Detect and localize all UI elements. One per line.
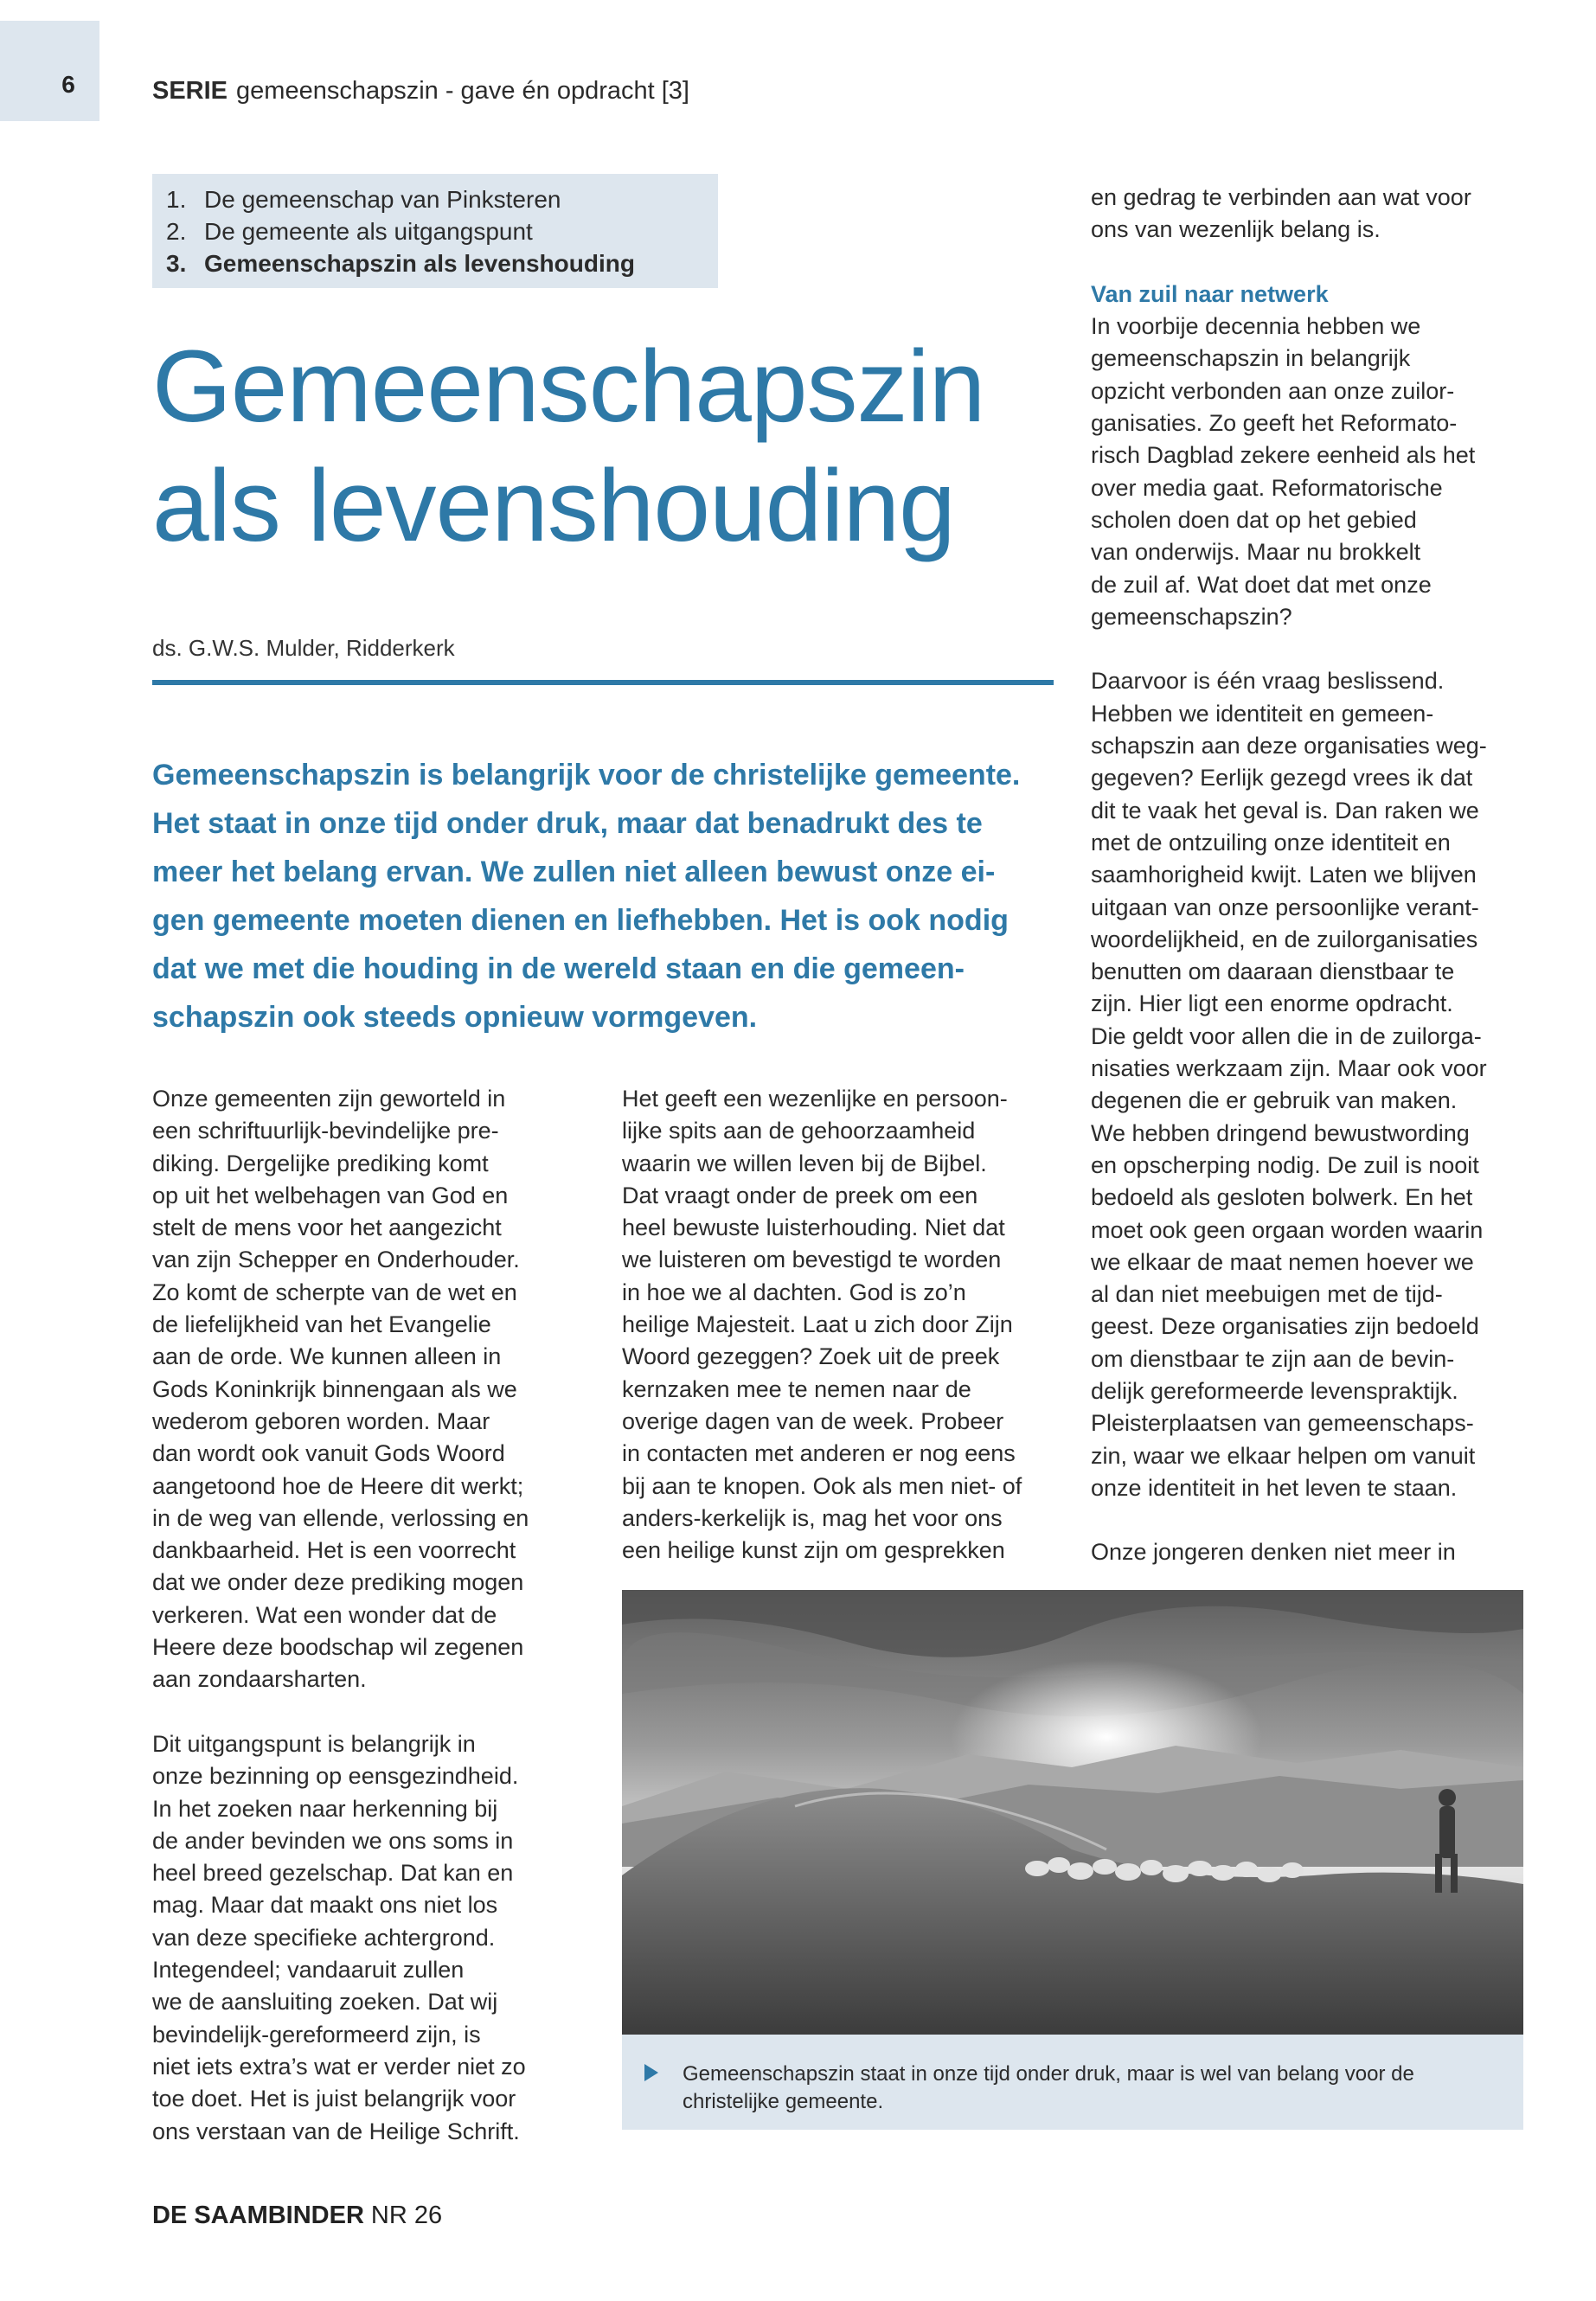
text-line: In voorbije decennia hebben we	[1091, 313, 1421, 340]
text-line: ons van wezenlijk belang is.	[1091, 216, 1381, 243]
toc-item-current: 3. Gemeenschapszin als levenshouding	[166, 250, 635, 277]
text-line: mag. Maar dat maakt ons niet los	[152, 1892, 498, 1919]
text-line: In het zoeken naar herkenning bij	[152, 1795, 498, 1822]
text-line	[152, 1696, 585, 1728]
text-line: Die geldt voor allen die in de zuilorga-	[1091, 1022, 1482, 1049]
series-text: gemeenschapszin - gave én opdracht [3]	[236, 77, 689, 105]
body-column-1	[152, 1083, 585, 2148]
text-line: al dan niet meebuigen met de tijd-	[1091, 1281, 1443, 1308]
paragraph	[1091, 1536, 1541, 1568]
text-line: Hebben we identiteit en gemeen-	[1091, 700, 1434, 727]
text-line: gegeven? Eerlijk gezegd vrees ik dat	[1091, 765, 1473, 792]
text-line: en gedrag te verbinden aan wat voor	[1091, 184, 1471, 210]
text-line: stelt de mens voor het aangezicht	[152, 1215, 502, 1241]
text-line: geest. Deze organisaties zijn bedoeld	[1091, 1313, 1479, 1340]
text-line: gemeenschapszin in belangrijk	[1091, 345, 1411, 372]
text-line: ons verstaan van de Heilige Schrift.	[152, 2118, 520, 2144]
text-line: onze bezinning op eensgezindheid.	[152, 1763, 519, 1790]
text-line: in contacten met anderen er nog eens	[622, 1440, 1016, 1467]
text-line: saamhorigheid kwijt. Laten we blijven	[1091, 862, 1477, 888]
text-line: aan de orde. We kunnen alleen in	[152, 1343, 502, 1370]
text-line: aangetoond hoe de Heere dit werkt;	[152, 1472, 524, 1499]
text-line: Zo komt de scherpte van de wet en	[152, 1279, 517, 1305]
text-line: opzicht verbonden aan onze zuilor-	[1091, 377, 1455, 404]
page-footer	[152, 2202, 442, 2230]
text-line: delijk gereformeerde levenspraktijk.	[1091, 1377, 1458, 1404]
text-line: wederom geboren worden. Maar	[152, 1407, 490, 1434]
paragraph-continued	[1091, 182, 1541, 247]
text-line: dit te vaak het geval is. Dan raken we	[1091, 797, 1479, 824]
author-byline: ds. G.W.S. Mulder, Ridderkerk	[152, 635, 455, 661]
toc-item: 1. De gemeenschap van Pinksteren	[166, 186, 561, 213]
text-line: Het geeft een wezenlijke en persoon-	[622, 1086, 1008, 1112]
text-line: we elkaar de maat nemen hoever we	[1091, 1248, 1474, 1275]
text-line: toe doet. Het is juist belangrijk voor	[152, 2086, 516, 2112]
series-header	[152, 77, 689, 106]
text-line: lijke spits aan de gehoorzaamheid	[622, 1118, 976, 1144]
text-line: We hebben dringend bewustwording	[1091, 1119, 1470, 1146]
text-line: scholen doen dat op het gebied	[1091, 506, 1417, 533]
text-line: de zuil af. Wat doet dat met onze	[1091, 571, 1432, 598]
text-line: en opscherping nodig. De zuil is nooit	[1091, 1151, 1479, 1178]
text-line: dan wordt ook vanuit Gods Woord	[152, 1440, 505, 1467]
text-line: Integendeel; vandaaruit zullen	[152, 1957, 465, 1984]
text-line: woordelijkheid, en de zuilorganisaties	[1091, 926, 1478, 952]
text-line: schapszin aan deze organisaties weg-	[1091, 733, 1487, 760]
text-line: verkeren. Wat een wonder dat de	[152, 1601, 497, 1628]
text-line: Onze jongeren denken niet meer in	[1091, 1539, 1456, 1566]
text-line: moet ook geen orgaan worden waarin	[1091, 1216, 1484, 1243]
text-line: ganisaties. Zo geeft het Reformato-	[1091, 410, 1458, 437]
text-line: niet iets extra’s wat er verder niet zo	[152, 2053, 526, 2080]
text-line: we de aansluiting zoeken. Dat wij	[152, 1989, 498, 2016]
lead-paragraph: Gemeenschapszin is belangrijk voor de christelijke gemeente. Het staat in onze tijd onder druk, maar dat benadrukt des te meer het belang ervan. We zullen niet alleen bewust onze ei- gen gemeente moeten dienen en liefhebben. Het is ook nodig dat we met die houding in de wereld staan en die gemeen- schapszin ook steeds opnieuw vormgeven.	[152, 759, 1021, 1034]
series-toc	[152, 174, 718, 288]
body-column-3	[1091, 182, 1541, 1569]
text-line: Gods Koninkrijk binnengaan als we	[152, 1375, 517, 1402]
text-line: zijn. Hier ligt een enorme opdracht.	[1091, 990, 1453, 1017]
text-line: Onze gemeenten zijn geworteld in	[152, 1086, 506, 1112]
paragraph	[1091, 311, 1541, 633]
text-line: Daarvoor is één vraag beslissend.	[1091, 668, 1445, 695]
text-line: dankbaarheid. Het is een voorrecht	[152, 1537, 516, 1564]
text-line: de ander bevinden we ons soms in	[152, 1827, 514, 1854]
text-line: diking. Dergelijke prediking komt	[152, 1150, 489, 1176]
text-line: een heilige kunst zijn om gesprekken	[622, 1537, 1005, 1564]
text-line: een schriftuurlijk-bevindelijke pre-	[152, 1118, 499, 1144]
title-divider	[152, 680, 1054, 685]
text-line: Dit uitgangspunt is belangrijk in	[152, 1730, 476, 1757]
text-line: in hoe we al dachten. God is zo’n	[622, 1279, 966, 1305]
text-line: heel bewuste luisterhouding. Niet dat	[622, 1215, 1005, 1241]
text-line: bedoeld als gesloten bolwerk. En het	[1091, 1184, 1473, 1211]
toc-item: 2. De gemeente als uitgangspunt	[166, 218, 533, 245]
article-title: Gemeenschapszin als levenshouding	[152, 330, 985, 563]
text-line: overige dagen van de week. Probeer	[622, 1407, 1004, 1434]
text-line: Woord gezeggen? Zoek uit de preek	[622, 1343, 1000, 1370]
text-line: aan zondaarsharten.	[152, 1666, 367, 1693]
text-line: benutten om daaraan dienstbaar te	[1091, 958, 1455, 985]
body-column-2	[622, 1083, 1054, 1567]
page-number: 6	[61, 71, 75, 98]
text-line: op uit het welbehagen van God en	[152, 1182, 509, 1208]
text-line: waarin we willen leven bij de Bijbel.	[622, 1150, 987, 1176]
text-line: bij aan te knopen. Ook als men niet- of	[622, 1472, 1022, 1499]
text-line: we luisteren om bevestigd te worden	[622, 1247, 1002, 1273]
text-line: over media gaat. Reformatorische	[1091, 474, 1443, 501]
text-line: Heere deze boodschap wil zegenen	[152, 1634, 524, 1661]
text-line: Pleisterplaatsen van gemeenschaps-	[1091, 1410, 1474, 1437]
text-line: onze identiteit in het leven te staan.	[1091, 1474, 1458, 1501]
caption-arrow-icon	[644, 2064, 658, 2081]
series-label: SERIE	[152, 77, 228, 105]
paragraph	[1091, 665, 1541, 1504]
text-line: met de ontzuiling onze identiteit en	[1091, 829, 1451, 856]
issue-number: NR 26	[370, 2202, 443, 2229]
magazine-name: DE SAAMBINDER	[152, 2202, 364, 2229]
landscape-photo	[622, 1590, 1523, 2035]
text-line: om dienstbaar te zijn aan de bevin-	[1091, 1345, 1455, 1372]
text-line: de liefelijkheid van het Evangelie	[152, 1311, 491, 1338]
text-line: bevindelijk-gereformeerd zijn, is	[152, 2021, 481, 2048]
text-line: risch Dagblad zekere eenheid als het	[1091, 442, 1476, 469]
text-line: heilige Majesteit. Laat u zich door Zijn	[622, 1311, 1013, 1338]
text-line: dat we onder deze prediking mogen	[152, 1569, 524, 1596]
text-line: in de weg van ellende, verlossing en	[152, 1504, 529, 1531]
text-line: van zijn Schepper en Onderhouder.	[152, 1247, 520, 1273]
text-line: uitgaan van onze persoonlijke verant-	[1091, 894, 1479, 920]
text-line: heel breed gezelschap. Dat kan en	[152, 1860, 514, 1887]
subheading: Van zuil naar netwerk	[1091, 280, 1329, 307]
text-line: degenen die er gebruik van maken.	[1091, 1087, 1458, 1114]
text-line: kernzaken mee te nemen naar de	[622, 1375, 971, 1402]
text-line: van deze specifieke achtergrond.	[152, 1924, 496, 1951]
text-line: zin, waar we elkaar helpen om vanuit	[1091, 1442, 1476, 1469]
text-line: anders-kerkelijk is, mag het voor ons	[622, 1504, 1003, 1531]
text-line: nisaties werkzaam zijn. Maar ook voor	[1091, 1055, 1487, 1082]
photo-caption: Gemeenschapszin staat in onze tijd onder druk, maar is wel van belang voor de christelijke gemeente.	[622, 2035, 1523, 2130]
text-line: gemeenschapszin?	[1091, 603, 1292, 630]
text-line: Dat vraagt onder de preek om een	[622, 1182, 978, 1208]
text-line: van onderwijs. Maar nu brokkelt	[1091, 539, 1421, 566]
